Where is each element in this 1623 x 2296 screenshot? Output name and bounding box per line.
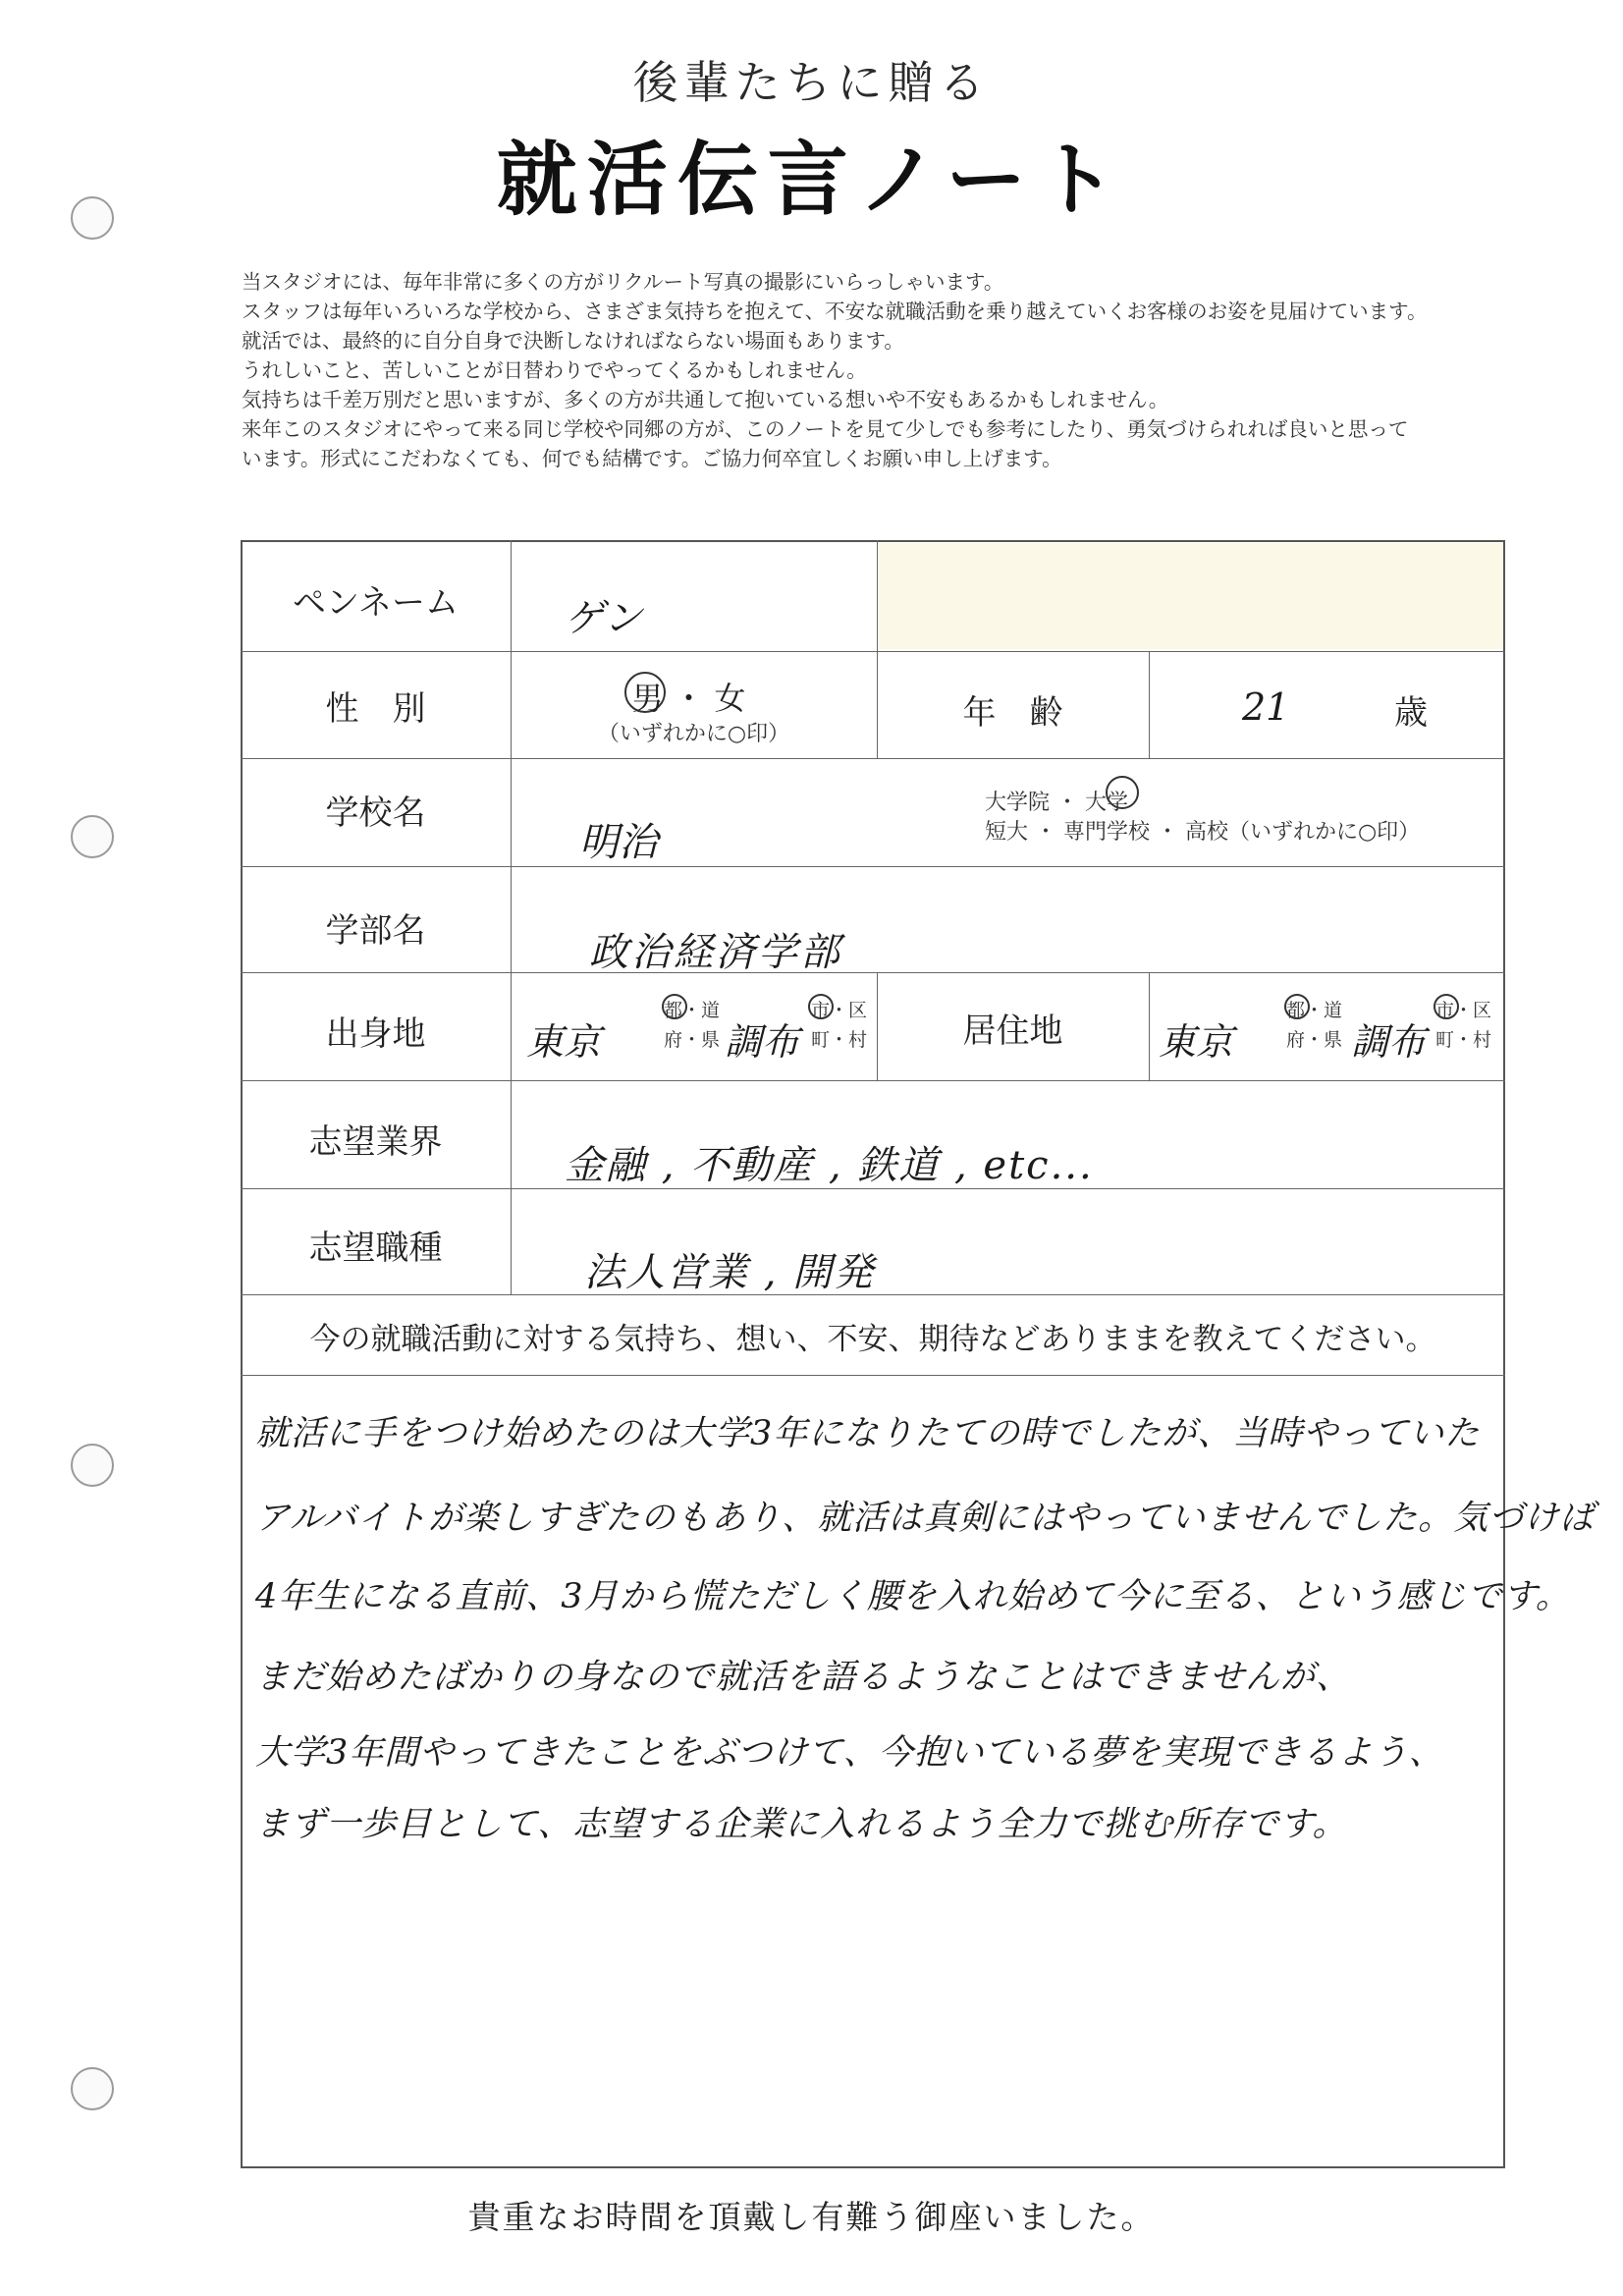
answer-line: 就活に手をつけ始めたのは大学3年になりたての時でしたが、当時やっていた xyxy=(255,1414,1481,1453)
school-value: 明治 xyxy=(579,820,658,865)
hometown-pref: 東京 xyxy=(526,1020,602,1064)
intro-text xyxy=(242,267,1596,473)
binder-hole xyxy=(71,1444,114,1487)
age-unit: 歳 xyxy=(1394,693,1428,733)
row-divider xyxy=(241,1375,1505,1376)
intro-line: 当スタジオには、毎年非常に多くの方がリクルート写真の撮影にいらっしゃいます。 xyxy=(242,270,1004,294)
row-divider xyxy=(241,758,1505,759)
gender-label: 性 別 xyxy=(325,689,426,729)
page-title: 就活伝言ノート xyxy=(496,134,1127,227)
hometown-city-suffix2: 町・村 xyxy=(811,1029,868,1051)
intro-line: スタッフは毎年いろいろな学校から、さまざま気持ちを抱えて、不安な就職活動を乗り越えていくお客様のお姿を見届けています。 xyxy=(242,300,1428,323)
gender-options: 男・女 xyxy=(631,680,756,717)
binder-hole xyxy=(71,815,114,858)
industry-label: 志望業界 xyxy=(308,1122,443,1162)
gender-note: （いずれかに○印） xyxy=(597,722,790,746)
school-type-line2: 短大 ・ 専門学校 ・ 高校（いずれかに○印） xyxy=(985,820,1421,845)
hometown-pref-suffix2: 府・県 xyxy=(664,1029,721,1051)
residence-city-suffix2: 町・村 xyxy=(1435,1029,1492,1051)
residence-city-suffix1: 市・区 xyxy=(1435,1000,1492,1021)
intro-line: 来年このスタジオにやって来る同じ学校や同郷の方が、このノートを見て少しでも参考にしたり、勇気づけられれば良いと思って xyxy=(242,417,1409,441)
col-divider xyxy=(1149,651,1150,758)
age-value: 21 xyxy=(1242,685,1290,729)
intro-line: います。形式にこだわなくても、何でも結構です。ご協力何卒宜しくお願い申し上げます。 xyxy=(242,447,1062,470)
residence-pref: 東京 xyxy=(1159,1020,1234,1064)
hometown-label: 出身地 xyxy=(325,1014,426,1054)
footer-thanks: 貴重なお時間を頂戴し有難う御座いました。 xyxy=(467,2198,1156,2236)
faculty-label: 学部名 xyxy=(325,911,426,951)
row-divider xyxy=(241,1080,1505,1081)
residence-pref-suffix2: 府・県 xyxy=(1286,1029,1343,1051)
answer-line: アルバイトが楽しすぎたのもあり、就活は真剣にはやっていませんでした。気づけば xyxy=(255,1499,1596,1538)
residence-label: 居住地 xyxy=(962,1011,1063,1051)
school-label: 学校名 xyxy=(325,793,426,833)
answer-line: まだ始めたばかりの身なので就活を語るようなことはできませんが、 xyxy=(255,1658,1352,1697)
binder-hole xyxy=(71,2067,114,2110)
pen-name-value: ゲン xyxy=(565,596,643,641)
hometown-city: 調布 xyxy=(725,1020,800,1064)
answer-line: まず一歩目として、志望する企業に入れるよう全力で挑む所存です。 xyxy=(255,1805,1348,1844)
col-divider xyxy=(1149,972,1150,1080)
job-label: 志望職種 xyxy=(308,1229,443,1268)
faculty-value: 政治経済学部 xyxy=(589,930,842,975)
intro-line: 就活では、最終的に自分自身で決断しなければならない場面もあります。 xyxy=(242,329,904,353)
job-value: 法人営業 , 開発 xyxy=(584,1250,876,1295)
answer-line: 4年生になる直前、3月から慌ただしく腰を入れ始めて今に至る、という感じです。 xyxy=(255,1577,1571,1616)
row-divider xyxy=(241,972,1505,973)
intro-line: うれしいこと、苦しいことが日替わりでやってくるかもしれません。 xyxy=(242,358,867,382)
hometown-pref-suffix1: 都・道 xyxy=(664,1000,721,1021)
question-text: 今の就職活動に対する気持ち、想い、不安、期待などありままを教えてください。 xyxy=(309,1322,1436,1357)
school-type-line1: 大学院 ・ 大学 xyxy=(985,791,1128,815)
row-divider xyxy=(241,866,1505,867)
residence-city: 調布 xyxy=(1351,1020,1427,1064)
residence-pref-suffix1: 都・道 xyxy=(1286,1000,1343,1021)
age-label: 年 齢 xyxy=(962,693,1063,733)
col-divider xyxy=(511,540,512,1294)
industry-value: 金融 , 不動産 , 鉄道 , etc... xyxy=(565,1143,1094,1188)
row-divider xyxy=(241,651,1505,652)
answer-line: 大学3年間やってきたことをぶつけて、今抱いている夢を実現できるよう、 xyxy=(255,1733,1444,1773)
hometown-city-suffix1: 市・区 xyxy=(811,1000,868,1021)
intro-line: 気持ちは千差万別だと思いますが、多くの方が共通して抱いている想いや不安もあるかもしれません。 xyxy=(242,388,1169,411)
page-subtitle: 後輩たちに贈る xyxy=(632,56,991,109)
pen-name-label: ペンネーム xyxy=(293,583,459,623)
